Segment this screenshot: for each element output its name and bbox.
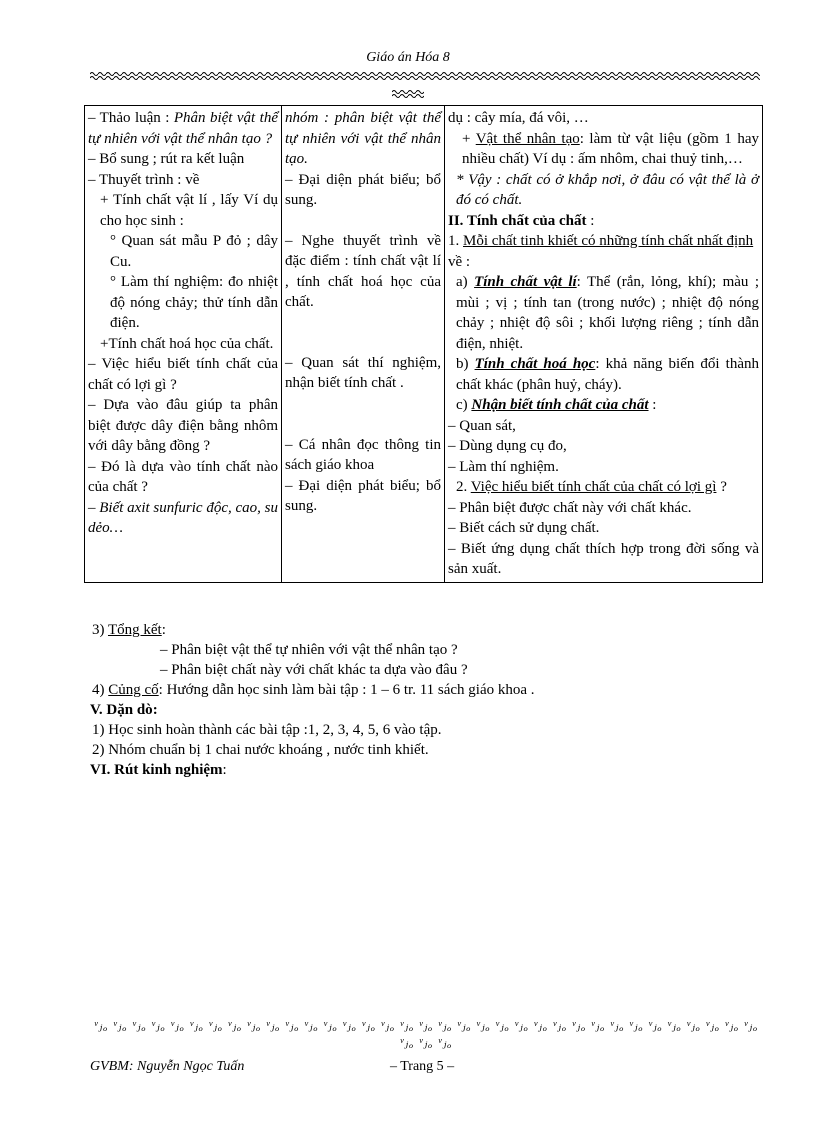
teacher-line: – Thuyết trình : về xyxy=(88,171,200,188)
benefit-heading: Việc hiểu biết tính chất của chất có lợi gì xyxy=(470,479,717,495)
teacher-line: – Bổ sung ; rút ra kết luận xyxy=(88,151,245,167)
homework-heading: Dặn dò xyxy=(106,702,153,718)
student-line: nhóm : phân biệt vật thể tự nhiên với vật thể nhân tạo. xyxy=(285,110,441,167)
header-ornament-tail xyxy=(392,88,424,100)
review-heading: Củng cố xyxy=(108,682,159,698)
student-line: – Cá nhân đọc thông tin sách giáo khoa xyxy=(285,436,441,473)
conclusion-text: * Vậy : chất có ở khắp nơi, ở đâu có vật thể là ở đó có chất. xyxy=(456,171,759,208)
teacher-line: +Tính chất hoá học của chất. xyxy=(100,335,274,352)
footer-ornament: ᵛⱼₒ ᵛⱼₒ ᵛⱼₒ ᵛⱼₒ ᵛⱼₒ ᵛⱼₒ ᵛⱼₒ ᵛⱼₒ ᵛⱼₒ ᵛⱼₒ ᵛⱼₒ ᵛⱼₒ ᵛⱼₒ ᵛⱼₒ ᵛⱼₒ ᵛⱼₒ ᵛⱼₒ ᵛⱼₒ ᵛⱼₒ ᵛⱼₒ ᵛⱼₒ ᵛⱼₒ ᵛⱼₒ ᵛⱼₒ ᵛⱼₒ ᵛⱼₒ ᵛⱼₒ ᵛⱼₒ ᵛⱼₒ ᵛⱼₒ ᵛⱼₒ ᵛⱼₒ ᵛⱼₒ ᵛⱼₒ ᵛⱼₒ ᵛⱼₒ ᵛⱼₒ ᵛⱼₒ xyxy=(93,1019,759,1051)
student-line: – Đại diện phát biểu; bổ sung. xyxy=(285,477,441,514)
summary-heading: Tổng kết xyxy=(107,622,162,638)
content-line: – Phân biệt được chất này với chất khác. xyxy=(448,499,692,516)
homework-item: 1) Học sinh hoàn thành các bài tập :1, 2, 3, 4, 5, 6 vào tập. xyxy=(92,722,442,738)
discussion-topic: Phân biệt vật thể tự nhiên với vật thể nhân tạo ? xyxy=(88,110,278,147)
homework-item: 2) Nhóm chuẩn bị 1 chai nước khoáng , nước tinh khiết. xyxy=(92,742,429,758)
page-footer xyxy=(90,1059,762,1075)
identify-property-title: Nhận biết tính chất của chất xyxy=(471,397,649,413)
section-heading: II. Tính chất của chất xyxy=(448,212,587,229)
teacher-line: – Việc hiểu biết tính chất của chất có lợi gì ? xyxy=(88,356,278,393)
teacher-line: + Tính chất vật lí , lấy Ví dụ cho học sinh : xyxy=(100,192,278,229)
man-made-label: Vật thể nhân tạo xyxy=(475,130,580,147)
content-line: – Biết ứng dụng chất thích hợp trong đời sống và sản xuất. xyxy=(448,540,759,577)
content-line: dụ : cây mía, đá vôi, … xyxy=(448,110,589,126)
teacher-line: – Biết axit sunfuric độc, cao, su dẻo… xyxy=(88,499,278,536)
lesson-table xyxy=(84,105,763,583)
summary-item: – Phân biệt chất này với chất khác ta dựa vào đâu ? xyxy=(160,662,468,678)
experience-heading: VI. Rút kinh nghiệm xyxy=(90,762,223,778)
header-ornament-line xyxy=(90,70,760,82)
teacher-line: – Dựa vào đâu giúp ta phân biệt được dây điện bằng nhôm với dây bằng đồng ? xyxy=(88,397,278,454)
teacher-line: ° Làm thí nghiệm: đo nhiệt độ nóng chảy; thử tính dẫn điện. xyxy=(110,274,278,331)
content-line: – Làm thí nghiệm. xyxy=(448,458,559,475)
student-line: – Đại diện phát biểu; bổ sung. xyxy=(285,171,441,208)
student-line: – Nghe thuyết trình về đặc điểm : tính chất vật lí , tính chất hoá học của chất. xyxy=(285,232,441,310)
author-name: GVBM: Nguyễn Ngọc Tuấn xyxy=(90,1059,245,1074)
content-line: – Quan sát, xyxy=(448,417,516,434)
page-number: – Trang 5 – xyxy=(390,1059,455,1074)
physical-property-title: Tính chất vật lí xyxy=(474,274,577,290)
student-activities-cell xyxy=(282,106,445,583)
student-line: – Quan sát thí nghiệm, nhận biết tính chất . xyxy=(285,354,441,391)
header-title: Giáo án Hóa 8 xyxy=(366,50,450,65)
content-line: – Dùng dụng cụ đo, xyxy=(448,438,567,454)
property-heading: Mỗi chất tinh khiết có những tính chất nhất định xyxy=(463,233,754,249)
teacher-line: – Đó là dựa vào tính chất nào của chất ? xyxy=(88,458,278,495)
chemical-property-title: Tính chất hoá học xyxy=(474,356,596,372)
content-line: – Biết cách sử dụng chất. xyxy=(448,520,600,536)
content-cell: dụ : cây mía, đá vôi, … + Vật thể nhân tạo: làm từ vật liệu (gồm 1 hay nhiều chất) Ví dụ : ấm nhôm, chai thuỷ tinh,… * Vậy : chất có ở khắp nơi, ở đâu có vật thể là ở đó có chất. II. Tính chất của chất : 1. Mỗi chất tinh khiết có những tính chất nhất định về : a) Tính chất vật lí: Thể (rắn, lỏng, khí); màu ; mùi ; vị ; tính tan (trong nước) ; nhiệt độ nóng chảy ; nhiệt độ sôi ; khối lượng riêng ; tính dẫn điện, nhiệt. b) Tính chất hoá học: khả năng biến đổi thành chất khác (phân huỷ, cháy). c) Nhận biết tính chất của chất : – Quan sát, – Dùng dụng cụ đo, – Làm thí nghiệm. 2. Việc hiểu biết tính chất của chất có lợi gì ? – Phân biệt được chất này với chất khác. – Biết cách sử dụng chất. – Biết ứng dụng chất thích hợp trong đời sống và sản xuất. xyxy=(445,106,763,583)
summary-item: – Phân biệt vật thể tự nhiên với vật thể nhân tạo ? xyxy=(160,642,458,658)
teacher-activities-cell: – Thảo luận : Phân biệt vật thể tự nhiên với vật thể nhân tạo ? – Bổ sung ; rút ra kết luận – Thuyết trình : về + Tính chất vật lí , lấy Ví dụ cho học sinh : ° Quan sát mẫu P đỏ ; dây Cu. ° Làm thí nghiệm: đo nhiệt độ nóng chảy; thử tính dẫn điện. +Tính chất hoá học của chất. – Việc hiểu biết tính chất của chất có lợi gì ? – Dựa vào đâu giúp ta phân biệt được dây điện bằng nhôm với dây bằng đồng ? – Đó là dựa vào tính chất nào của chất ? – Biết axit sunfuric độc, cao, su dẻo… xyxy=(85,106,282,583)
lesson-closing: 3) Tổng kết: – Phân biệt vật thể tự nhiên với vật thể nhân tạo ? – Phân biệt chất này với chất khác ta dựa vào đâu ? 4) Củng cố: Hướng dẫn học sinh làm bài tập : 1 – 6 tr. 11 sách giáo khoa . V. Dặn dò: 1) Học sinh hoàn thành các bài tập :1, 2, 3, 4, 5, 6 vào tập. 2) Nhóm chuẩn bị 1 chai nước khoáng , nước tinh khiết. VI. Rút kinh nghiệm: xyxy=(90,620,762,780)
teacher-line: ° Quan sát mẫu P đỏ ; dây Cu. xyxy=(110,233,278,270)
